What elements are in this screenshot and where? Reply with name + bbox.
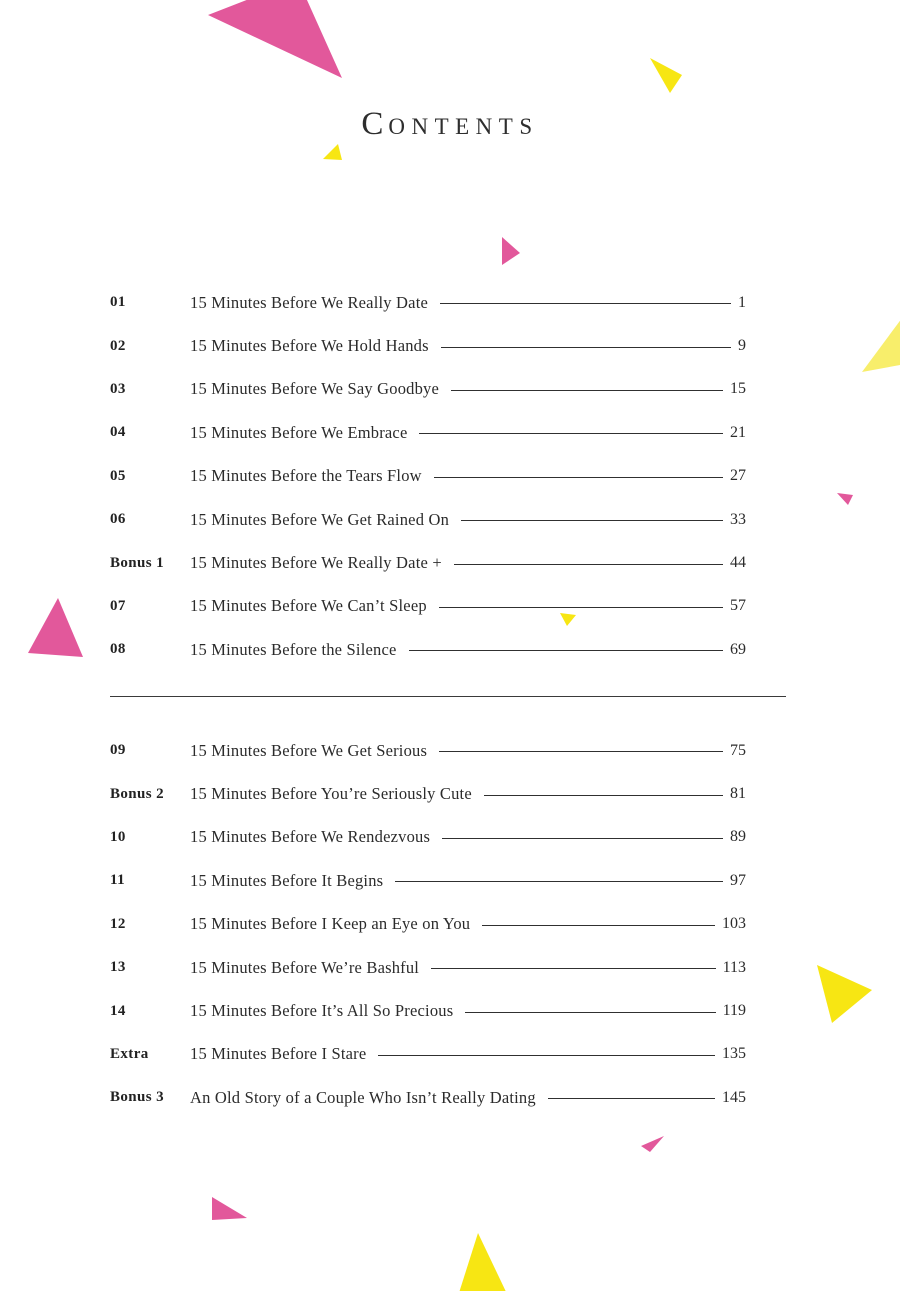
chapter-number: 11 [110, 872, 125, 889]
page-number: 27 [730, 467, 746, 485]
toc-row [110, 455, 746, 498]
chapter-number: Bonus 2 [110, 785, 165, 802]
page-number: 119 [722, 1002, 746, 1020]
chapter-title: 15 Minutes Before We Say Goodbye [190, 379, 440, 399]
toc-row [110, 859, 746, 902]
toc-row [110, 946, 746, 989]
chapter-title: 15 Minutes Before We Rendezvous [190, 827, 431, 847]
toc-row [110, 411, 746, 454]
toc-row [110, 729, 746, 772]
leader-line [434, 477, 723, 478]
yellow-triangle-below-title [323, 144, 342, 160]
chapter-title: 15 Minutes Before the Tears Flow [190, 466, 422, 486]
chapter-number: 06 [110, 511, 126, 528]
chapter-title: 15 Minutes Before We’re Bashful [190, 957, 420, 977]
chapter-number: 08 [110, 641, 126, 658]
chapter-title: An Old Story of a Couple Who Isn’t Really Dating [190, 1087, 536, 1107]
toc-row [110, 585, 746, 628]
leader-line [378, 1055, 715, 1056]
page-number: 145 [722, 1088, 746, 1106]
toc-row [110, 498, 746, 541]
toc-row [110, 1076, 746, 1119]
page-number: 69 [730, 640, 746, 658]
section-divider-line [110, 696, 786, 697]
pink-triangle-mid-upper [502, 237, 520, 265]
chapter-number: Bonus 1 [110, 554, 165, 571]
chapter-number: Bonus 3 [110, 1089, 165, 1106]
page-number: 113 [722, 958, 746, 976]
yellow-triangle-bottom [458, 1233, 508, 1291]
chapter-number: 10 [110, 828, 126, 845]
leader-line [548, 1098, 715, 1099]
page-title [0, 106, 900, 143]
leader-line [484, 795, 723, 796]
leader-line [442, 838, 723, 839]
page-number: 135 [722, 1045, 746, 1063]
leader-line [419, 433, 723, 434]
toc-row [110, 989, 746, 1032]
page-title-first-letter: C [361, 106, 389, 142]
page-number: 97 [730, 871, 746, 889]
chapter-title: 15 Minutes Before I Stare [190, 1044, 367, 1064]
chapter-title: 15 Minutes Before It Begins [190, 870, 384, 890]
leader-line [440, 303, 731, 304]
chapter-title: 15 Minutes Before We Embrace [190, 422, 408, 442]
pink-triangle-small-right [837, 493, 853, 505]
page-number: 33 [730, 510, 746, 528]
toc-row [110, 1033, 746, 1076]
toc-section-1 [110, 281, 746, 672]
page-number: 75 [730, 741, 746, 759]
leader-line [431, 968, 715, 969]
chapter-number: 12 [110, 915, 126, 932]
page-number: 81 [730, 785, 746, 803]
leader-line [461, 520, 723, 521]
leader-line [395, 881, 723, 882]
toc-row [110, 368, 746, 411]
toc-row [110, 281, 746, 324]
chapter-number: 04 [110, 424, 126, 441]
page-title-rest: ONTENTS [388, 114, 539, 139]
toc-row [110, 324, 746, 367]
pink-triangle-left-edge [28, 598, 83, 657]
page-number: 44 [730, 554, 746, 572]
chapter-number: 02 [110, 337, 126, 354]
toc-row [110, 541, 746, 584]
chapter-title: 15 Minutes Before You’re Seriously Cute [190, 784, 472, 804]
chapter-title: 15 Minutes Before We Really Date [190, 292, 428, 312]
chapter-number: 13 [110, 959, 126, 976]
pink-triangle-bottom-left [212, 1197, 247, 1220]
chapter-number: 14 [110, 1002, 126, 1019]
toc-row [110, 903, 746, 946]
page-number: 9 [738, 337, 746, 355]
chapter-title: 15 Minutes Before We Get Rained On [190, 509, 450, 529]
toc-row [110, 628, 746, 671]
leader-line [409, 650, 724, 651]
yellow-triangle-right-edge [862, 318, 900, 372]
toc-row [110, 816, 746, 859]
page-number: 1 [738, 293, 746, 311]
chapter-title: 15 Minutes Before We Get Serious [190, 740, 428, 760]
toc-row [110, 772, 746, 815]
chapter-number: 09 [110, 742, 126, 759]
leader-line [465, 1012, 715, 1013]
leader-line [482, 925, 715, 926]
chapter-number: Extra [110, 1045, 149, 1062]
page-number: 103 [722, 915, 746, 933]
leader-line [454, 564, 723, 565]
chapter-number: 07 [110, 597, 126, 614]
yellow-triangle-lower-right [817, 965, 872, 1023]
leader-line [439, 607, 723, 608]
leader-line [441, 347, 731, 348]
pink-triangle-small-lower [641, 1136, 664, 1152]
chapter-number: 05 [110, 467, 126, 484]
yellow-triangle-top-right [650, 58, 682, 93]
chapter-title: 15 Minutes Before I Keep an Eye on You [190, 914, 471, 934]
chapter-number: 01 [110, 294, 126, 311]
chapter-title: 15 Minutes Before We Can’t Sleep [190, 596, 427, 616]
chapter-title: 15 Minutes Before the Silence [190, 639, 397, 659]
page-number: 57 [730, 597, 746, 615]
leader-line [451, 390, 723, 391]
chapter-title: 15 Minutes Before We Really Date + [190, 553, 442, 573]
pink-triangle-top [208, 0, 342, 78]
chapter-title: 15 Minutes Before It’s All So Precious [190, 1001, 454, 1021]
toc-section-2 [110, 729, 746, 1120]
chapter-number: 03 [110, 380, 126, 397]
chapter-title: 15 Minutes Before We Hold Hands [190, 336, 429, 356]
leader-line [439, 751, 723, 752]
page-number: 21 [730, 423, 746, 441]
page-number: 15 [730, 380, 746, 398]
page-number: 89 [730, 828, 746, 846]
